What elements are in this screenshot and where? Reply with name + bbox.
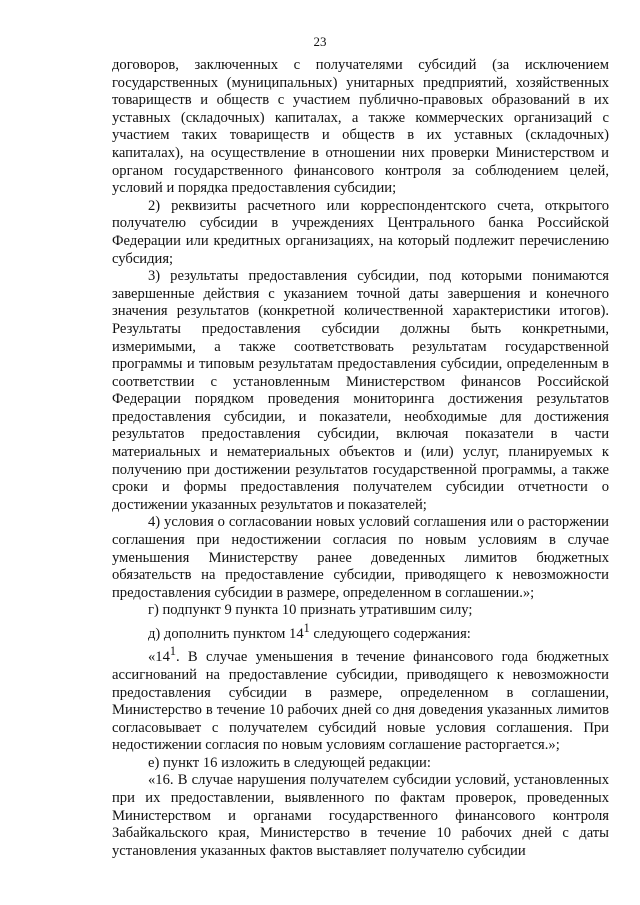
- paragraph-subitem-d-text: д) дополнить пунктом 14: [148, 625, 304, 642]
- paragraph-subitem-d: [112, 620, 609, 643]
- page-number: 23: [313, 34, 327, 49]
- paragraph-subitem-g: г) подпункт 9 пункта 10 признать утратившим силу;: [148, 602, 473, 619]
- paragraph-point-14-1-start: «14: [148, 649, 170, 666]
- paragraph-point-14-1: [112, 643, 609, 754]
- paragraph-point-16: «16. В случае нарушения получателем субсидии условий, установленных при их предоставлении, выявленного по фактам проверок, проведенных Министерством и органами государственного финансового контроля Забайкальского края, Министерство в течение 10 рабочих дней с даты установления указанных фактов выставляет получателю субсидии: [112, 772, 609, 859]
- paragraph-item-3: 3) результаты предоставления субсидии, под которыми понимаются завершенные действия с указанием точной даты завершения и конечного значения результатов (конкретной количественной характеристики итогов). Результаты предоставления субсидии должны быть конкретными, измеримыми, а также соответствовать результатам государственной программы и типовым результатам предоставления субсидии, определенным в соответствии с установленным Министерством финансов Российской Федерации порядком проведения мониторинга достижения результатов предоставления субсидии, и показатели, необходимые для достижения результатов предоставления субсидии, включая показатели в части материальных и нематериальных объектов и (или) услуг, планируемых к получению при достижении результатов государственной программы, а также сроки и формы предоставления получателем субсидии отчетности о достижении указанных результатов и показателей;: [112, 268, 609, 513]
- paragraph-subitem-e: е) пункт 16 изложить в следующей редакции:: [148, 754, 431, 771]
- superscript: 1: [169, 644, 176, 659]
- paragraph-point-14-1-text: . В случае уменьшения в течение финансового года бюджетных ассигнований на предоставление субсидии, приводящего к невозможности предоставления субсидии в размере, определенном в соглашении, Министерство в течение 10 рабочих дней со дня доведения указанных лимитов согласовывает с получателем субсидий новые условия соглашения. При недостижении согласия по новым условиям соглашение расторгается.»;: [112, 649, 609, 754]
- paragraph-item-4: 4) условия о согласовании новых условий соглашения или о расторжении соглашения при недостижении согласия по новым условиям в случае уменьшения Министерству ранее доведенных лимитов бюджетных обязательств на предоставление субсидии, приводящего к невозможности предоставления субсидии в размере, определенном в соглашении.»;: [112, 514, 609, 601]
- paragraph-item-2: 2) реквизиты расчетного или корреспондентского счета, открытого получателю субсидии в учреждениях Центрального банка Российской Федерации или кредитных организациях, на который подлежит перечислению субсидия;: [112, 197, 609, 267]
- paragraph-continuation: договоров, заключенных с получателями субсидий (за исключением государственных (муниципальных) унитарных предприятий, хозяйственных товариществ и обществ с участием публично-правовых образований в их уставных (складочных) капиталах, а также коммерческих организаций с участием таких товариществ и обществ в их уставных (складочных) капиталах), на осуществление в отношении них проверки Министерством и органом государственного финансового контроля за соблюдением целей, условий и порядка предоставления субсидии;: [112, 57, 609, 197]
- superscript: 1: [303, 621, 310, 635]
- document-body: [112, 57, 609, 860]
- paragraph-subitem-d-text-end: следующего содержания:: [309, 625, 471, 642]
